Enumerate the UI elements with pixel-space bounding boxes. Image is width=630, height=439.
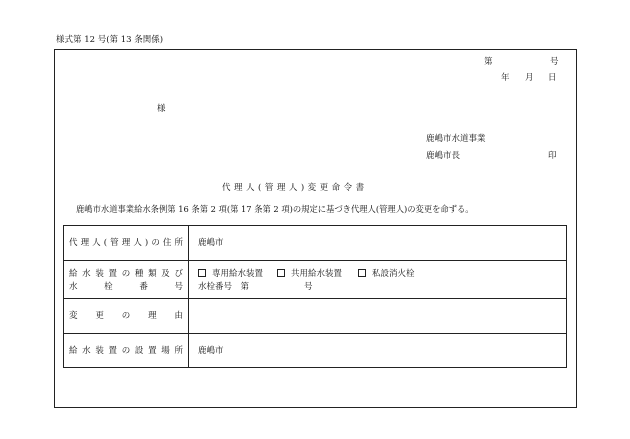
seal-mark: 印 xyxy=(548,151,557,161)
date-month-label: 月 xyxy=(525,73,534,83)
faucet-number-suffix: 号 xyxy=(304,282,313,292)
checkbox-private-hydrant[interactable] xyxy=(358,269,366,277)
details-table xyxy=(63,225,567,368)
document-number-dai: 第 xyxy=(484,57,493,67)
value-installation-place: 鹿嶋市 xyxy=(198,346,224,356)
faucet-number-prefix: 水栓番号 第 xyxy=(198,282,250,292)
date-day-label: 日 xyxy=(548,73,557,83)
option-shared-label: 共用給水装置 xyxy=(291,269,343,279)
device-type-options xyxy=(198,268,558,280)
document-number-go: 号 xyxy=(550,57,559,67)
label-device-type-line1: 給水装置の種類及び xyxy=(69,269,183,279)
value-agent-address: 鹿嶋市 xyxy=(198,238,224,248)
issuer-title: 鹿嶋市長 xyxy=(426,151,461,161)
option-dedicated-label: 専用給水装置 xyxy=(212,269,264,279)
option-private-hydrant[interactable] xyxy=(358,268,415,280)
table-row-divider xyxy=(64,333,566,334)
label-change-reason: 変更の理由 xyxy=(69,311,183,321)
option-private-hydrant-label: 私設消火栓 xyxy=(372,269,415,279)
option-shared[interactable] xyxy=(277,268,342,280)
option-dedicated[interactable] xyxy=(198,268,263,280)
date-year-label: 年 xyxy=(501,73,510,83)
table-row-divider xyxy=(64,260,566,261)
faucet-number-line xyxy=(198,281,558,293)
body-text: 鹿嶋市水道事業給水条例第 16 条第 2 項(第 17 条第 2 項)の規定に基づき代理人(管理人)の変更を命ずる。 xyxy=(76,204,474,214)
checkbox-shared[interactable] xyxy=(277,269,285,277)
label-installation-place: 給水装置の設置場所 xyxy=(69,346,183,356)
table-column-divider xyxy=(188,226,189,367)
label-device-type-line2: 水栓番号 xyxy=(69,282,183,292)
addressee-honorific: 様 xyxy=(157,104,166,114)
document-title: 代 理 人 ( 管 理 人 ) 変 更 命 令 書 xyxy=(222,183,365,193)
checkbox-dedicated[interactable] xyxy=(198,269,206,277)
issuer-organization: 鹿嶋市水道事業 xyxy=(426,134,486,144)
form-number: 様式第 12 号(第 13 条関係) xyxy=(56,35,164,45)
table-row-divider xyxy=(64,298,566,299)
label-agent-address: 代理人(管理人)の住所 xyxy=(69,238,183,248)
